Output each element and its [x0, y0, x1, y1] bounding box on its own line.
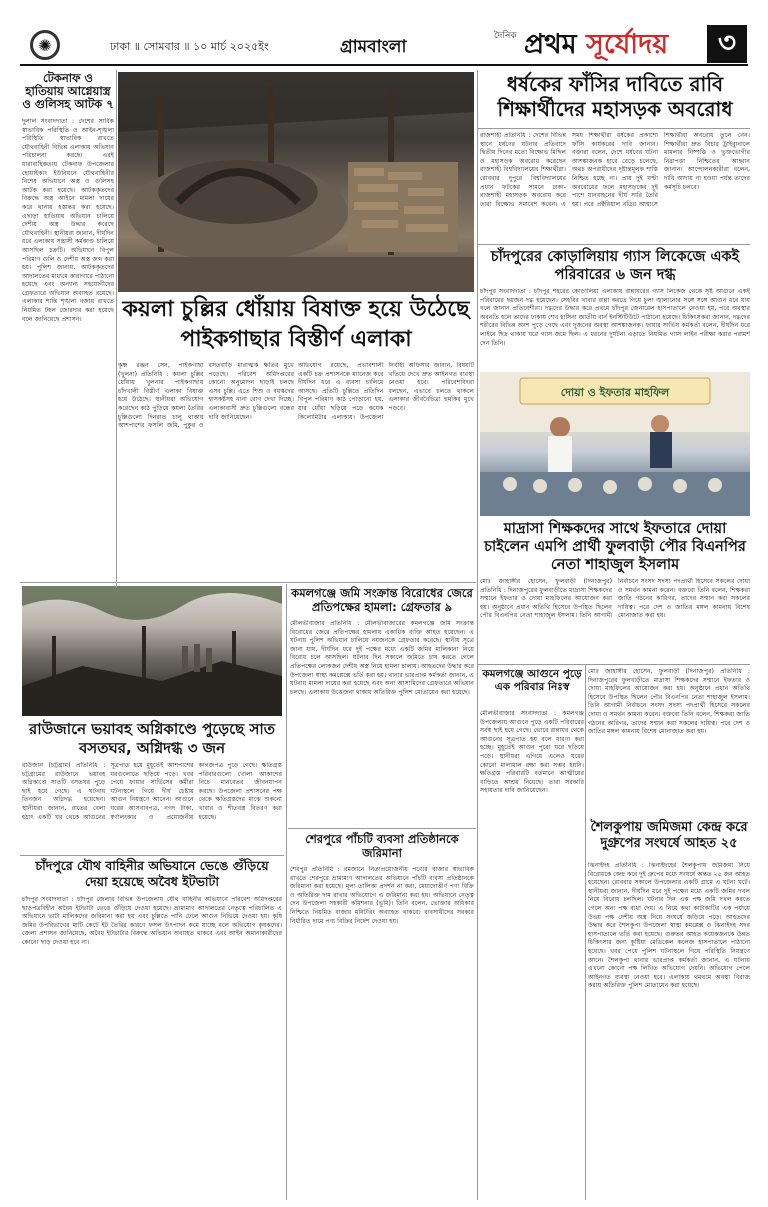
column-rule-4 — [585, 664, 586, 1200]
kamalganj-land-body: মৌলভীবাজার প্রতিনিধি : মৌলভীবাজারের কমলগঞ্জে জমি সংক্রান্ত বিরোধের জেরে প্রতিপক্ষের হামলায় একাধিক ব্যক্তি আহত হয়েছেন। এ ঘটনায় পুলিশ অভিযান চালিয়ে নয়জনকে গ্রেফতার করেছে। স্থানীয় সূত্রে জানা যায়, দীর্ঘদিন ধরে দুই পক্ষের মধ্যে একটি জমির মালিকানা নিয়ে বিরোধ চলে আসছিল। ঘটনার দিন সকালে জমিতে চাষ করতে গেলে প্রতিপক্ষের লোকজন দেশীয় অস্ত্র নিয়ে হামলা চালায়। আহতদের উদ্ধার করে উপজেলা স্বাস্থ্য কমপ্লেক্সে ভর্তি করা হয়। থানার ভারপ্রাপ্ত কর্মকর্তা জানান, এ ঘটনায় মামলা দায়ের করা হয়েছে এবং অন্য আসামিদের গ্রেফতারে অভিযান চলছে। এলাকায় উত্তেজনা থাকায় অতিরিক্ত পুলিশ মোতায়েন করা হয়েছে। — [290, 620, 474, 696]
kamalganj-fire-body: মৌলভীবাজার সংবাদদাতা : কমলগঞ্জ উপজেলায় আগুনে পুড়ে একটি পরিবারের সর্বস্ব ছাই হয়ে গেছে। ভোরে রান্নাঘর থেকে আগুনের সূত্রপাত হয় বলে ধারণা করা হচ্ছে। মুহূর্তেই আগুন পুরো ঘরে ছড়িয়ে পড়ে। স্থানীয়রা এগিয়ে এলেও ঘরের কোনো মালামাল রক্ষা করা সম্ভব হয়নি। ক্ষতিগ্রস্ত পরিবারটি বর্তমানে আত্মীয়ের বাড়িতে আশ্রয় নিয়েছে। তারা সরকারি সহায়তার দাবি জানিয়েছেন। — [480, 710, 584, 795]
teknaf-headline: টেকনাফ ও হাতিয়ায় আগ্নেয়াস্ত্র ও গুলিসহ আটক ৭ — [22, 71, 114, 111]
paper-name — [494, 22, 694, 62]
paper-daily-label: দৈনিক — [494, 31, 517, 41]
banner-text: দোয়া ও ইফতার মাহফিল — [560, 386, 670, 399]
page-number: ৩ — [707, 25, 747, 63]
coal-kiln-illustration — [118, 72, 474, 292]
sherpur-headline: শেরপুরে পাঁচটি ব্যবসা প্রতিষ্ঠানকে জরিমানা — [305, 832, 459, 860]
section-rule-3 — [20, 855, 284, 856]
section-rule-4 — [288, 828, 476, 829]
teknaf-body: দুলাল সংবাদদাতা : দেশের সার্বিক স্বাভাবিক পরিস্থিতি ও আইন-শৃঙ্খলা পরিস্থিতি স্বাভাবিক রাখতে যৌথবাহিনী বিভিন্ন এলাকায় অভিযান পরিচালনা করছে। এরই ধারাবাহিকতায় টেকনাফ উপজেলার হোয়াইক্যং ইউনিয়নে যৌথবাহিনীর বিশেষ অভিযানে অস্ত্র ও গুলিসহ আটক করা হয়েছে। আটককৃতদের বিরুদ্ধে অস্ত্র আইনে মামলা দায়ের করে থানায় হস্তান্তর করা হয়েছে। এছাড়া হাতিয়ায় অভিযান চালিয়ে দেশীয় অস্ত্র উদ্ধার করেছে যৌথবাহিনী। স্থানীয়রা জানান, দীর্ঘদিন ধরে এলাকায় সন্ত্রাসী কর্মকাণ্ড চালিয়ে আসছিল চক্রটি। অভিযানে বিপুল পরিমাণ গুলি ও দেশীয় অস্ত্র জব্দ করা হয়। পুলিশ জানায়, আটককৃতদের আদালতের মাধ্যমে কারাগারে পাঠানো হয়েছে এবং অন্যান্য সহযোগীদের গ্রেফতারে অভিযান অব্যাহত রয়েছে। এলাকার শান্তি শৃঙ্খলা বজায় রাখতে নিয়মিত টহল জোরদার করা হয়েছে বলে জানিয়েছে প্রশাসন। — [22, 118, 114, 323]
date-line: ঢাকা ॥ সোমবার ॥ ১০ মার্চ ২০২৫ইং — [110, 40, 269, 53]
paper-name-part-a: প্রথম — [524, 29, 577, 60]
chandpur-gas-body: চাঁদপুর সংবাদদাতা : চাঁদপুর শহরের কোড়ালিয়া এলাকায় রান্নাঘরের গ্যাস লিকেজ থেকে সৃষ্ট আগুনে একই পরিবারের ছয়জন দগ্ধ হয়েছেন। সেহরির খাবার রান্না করতে গিয়ে চুলা জ্বালানোর সঙ্গে সঙ্গে আগুন ধরে যায় বলে জানান প্রতিবেশীরা। দগ্ধদের উদ্ধার করে প্রথমে চাঁদপুর জেনারেল হাসপাতালে নেওয়া হয়, পরে অবস্থার অবনতি হলে তাদের ঢাকায় শেখ হাসিনা জাতীয় বার্ন ইনস্টিটিউটে পাঠানো হয়েছে। চিকিৎসকরা জানান, দগ্ধদের শরীরের বিভিন্ন অংশ পুড়ে গেছে এবং দুজনের অবস্থা আশঙ্কাজনক। ফায়ার সার্ভিস কর্মকর্তা বলেন, দীর্ঘদিন ধরে লাইনে ছিদ্র থাকায় ঘরে গ্যাস জমে ছিল। এ ধরনের দুর্ঘটনা এড়াতে নিয়মিত গ্যাস লাইন পরীক্ষা করার পরামর্শ দেন তিনি। — [480, 288, 750, 347]
kamalganj-fire-headline: কমলগঞ্জে আগুনে পুড়ে এক পরিবার নিঃস্ব — [482, 668, 582, 693]
raozan-body: রাউজান (চট্টগ্রাম) প্রতিনিধি : চট্টগ্রামের রাউজানে ভয়াবহ অগ্নিকাণ্ডে সাতটি বসতঘর পুড়ে ছাই হয়ে গেছে। এ ঘটনায় তিনজন অগ্নিদগ্ধ হয়েছেন। স্থানীয়রা জানান, রাতের বেলা হঠাৎ একটি ঘর থেকে আগুনের সূত্রপাত হয়ে মুহূর্তেই আশপাশের ঘরগুলোতে ছড়িয়ে পড়ে। খবর পেয়ে ফায়ার সার্ভিসের কর্মীরা ঘটনাস্থলে গিয়ে দীর্ঘ চেষ্টায় আগুন নিয়ন্ত্রণে আনেন। আগুনে ঘরের আসবাবপত্র, নগদ টাকা, স্বর্ণালংকার ও প্রয়োজনীয় কাগজপত্র পুড়ে গেছে। ক্ষতিগ্রস্ত পরিবারগুলো খোলা আকাশের নিচে মানবেতর জীবনযাপন করছে। উপজেলা প্রশাসনের পক্ষ থেকে ক্ষতিগ্রস্তদের মাঝে শুকনো খাবার ও শীতবস্ত্র বিতরণ করা হয়েছে। — [22, 762, 282, 821]
coal-body-b: অভিযোগ রয়েছে, প্রভাবশালী একটি চক্র প্রশাসনকে ম্যানেজ করে দীর্ঘদিন ধরে এ ব্যবসা চালিয়ে আসছে। প্রতিটি চুল্লিতে প্রতিদিন বিপুল পরিমাণ কাঠ পোড়ানো হয়, যার ধোঁয়া ছড়িয়ে পড়ে কয়েক কিলোমিটার এলাকায়। উপজেলা নির্বাহী অফিসার জানান, বিষয়টি খতিয়ে দেখে দ্রুত আইনগত ব্যবস্থা নেওয়া হবে। পরিবেশবিদরা বলছেন, এভাবে চলতে থাকলে এলাকার জীববৈচিত্র্য হুমকির মুখে পড়বে। — [298, 362, 474, 421]
column-rule-2 — [477, 70, 478, 1200]
coal-body-a: কৃষ্ণ রঞ্জন সেন, পাইকগাছা (খুলনা) প্রতিনিধি : কয়লা চুল্লির ধোঁয়ায় খুলনার পাইকগাছায় চাঁদখালী বিস্তীর্ণ এলাকা বিষাক্ত হয়ে উঠেছে। স্থানীয়রা অভিযোগ করেছেন কাঠ পুড়িয়ে কয়লা তৈরির চুল্লিগুলো দিনরাত চালু থাকায় আশপাশের ফসলি জমি, পুকুর ও বসতবাড়ি মারাত্মক ক্ষতির মুখে পড়েছে। পরিবেশ অধিদপ্তরের কোনো অনুমোদন ছাড়াই চলছে এসব চুল্লি। এতে শিশু ও বয়স্কদের শ্বাসকষ্টসহ নানা রোগ দেখা দিচ্ছে। এলাকাবাসী দ্রুত চুল্লিগুলো বন্ধের দাবি জানিয়েছেন। — [118, 362, 294, 430]
section-rule-2 — [478, 664, 750, 665]
phulbari-body: মোঃ জাহাঙ্গীর হোসেন, ফুলবাড়ী (দিনাজপুর) প্রতিনিধি : দিনাজপুরের ফুলবাড়ীতে মাদ্রাসা শিক্ষকদের সম্মানে ইফতার ও দোয়া মাহফিলের আয়োজন করা হয়। অনুষ্ঠানে প্রধান অতিথি হিসেবে উপস্থিত ছিলেন পৌর বিএনপির নেতা শাহাজুল ইসলাম। তিনি আগামী নির্বাচনে সংসদ সদস্য পদপ্রার্থী হিসেবে সকলের দোয়া ও সমর্থন কামনা করেন। বক্তব্যে তিনি বলেন, শিক্ষকরা জাতি গঠনের কারিগর, তাদের সম্মান করা সকলের দায়িত্ব। পরে দেশ ও জাতির মঙ্গল কামনায় বিশেষ মোনাজাত করা হয়। — [480, 578, 750, 620]
rabi-body: রাজশাহী প্রতিনিধি : দেশের বিভিন্ন স্থানে ধর্ষণের ঘটনার প্রতিবাদে দ্বিতীয় দিনের মতো বিক্ষোভ মিছিল ও মহাসড়ক অবরোধ করেছেন রাজশাহী বিশ্ববিদ্যালয়ের শিক্ষার্থীরা। রোববার দুপুরে বিশ্ববিদ্যালয়ের প্রধান ফটকের সামনে ঢাকা-রাজশাহী মহাসড়ক অবরোধ করে তারা বিক্ষোভ সমাবেশ করেন। এ সময় শিক্ষার্থীরা ধর্ষকের প্রকাশ্যে ফাঁসি কার্যকরের দাবি জানান। বক্তারা বলেন, দেশে ধর্ষণের ঘটনা আশঙ্কাজনক হারে বেড়ে চলেছে, অথচ অপরাধীদের দৃষ্টান্তমূলক শাস্তি নিশ্চিত হচ্ছে না। প্রায় দুই ঘণ্টা অবরোধের ফলে মহাসড়কের দুই পাশে যানবাহনের দীর্ঘ সারি তৈরি হয়। পরে প্রক্টরিয়াল বডির আশ্বাসে শিক্ষার্থীরা অবরোধ তুলে নেন। শিক্ষার্থীরা দ্রুত বিচার ট্রাইব্যুনালে মামলার নিষ্পত্তি ও ভুক্তভোগীর নিরাপত্তা নিশ্চিতের আহ্বান জানান। আন্দোলনকারীরা বলেন, দাবি আদায় না হওয়া পর্যন্ত তাদের কর্মসূচি চলবে। — [480, 132, 750, 208]
phulbari-continuation-text: মোঃ জাহাঙ্গীর হোসেন, ফুলবাড়ী (দিনাজপুর) প্রতিনিধি : দিনাজপুরের ফুলবাড়ীতে মাদ্রাসা শিক্ষকদের সম্মানে ইফতার ও দোয়া মাহফিলের আয়োজন করা হয়। অনুষ্ঠানে প্রধান অতিথি হিসেবে উপস্থিত ছিলেন পৌর বিএনপির নেতা শাহাজুল ইসলাম। তিনি আগামী নির্বাচনে সংসদ সদস্য পদপ্রার্থী হিসেবে সকলের দোয়া ও সমর্থন কামনা করেন। বক্তব্যে তিনি বলেন, শিক্ষকরা জাতি গঠনের কারিগর, তাদের সম্মান করা সকলের দায়িত্ব। পরে দেশ ও জাতির মঙ্গল কামনায় বিশেষ মোনাজাত করা হয়। — [588, 668, 750, 736]
masthead — [0, 0, 768, 66]
section-rule-5 — [478, 244, 750, 245]
shailkupa-headline: শৈলকুপায় জমিজমা কেন্দ্র করে দুগ্রুপের সংঘর্ষে আহত ২৫ — [590, 820, 748, 851]
chandpur-gas-headline: চাঁদপুরের কোড়ালিয়ায় গ্যাস লিকেজে একই পরিবারের ৬ জন দগ্ধ — [490, 249, 740, 283]
chandpur-eviction-headline: চাঁদপুরে যৌথ বাহিনীর অভিযানে ভেঙে গুঁড়িয়ে দেয়া হয়েছে অবৈধ ইটভাটা — [35, 858, 269, 889]
raozan-fire-illustration — [22, 586, 282, 716]
iftar-event-illustration — [480, 372, 750, 516]
column-rule-3 — [286, 584, 287, 1200]
section-title: গ্রামবাংলা — [340, 37, 407, 57]
raozan-headline: রাউজানে ভয়াবহ অগ্নিকাণ্ডে পুড়েছে সাত বসতঘর, অগ্নিদগ্ধ ৩ জন — [29, 720, 275, 757]
chandpur-eviction-body: চাঁদপুর সংবাদদাতা : চাঁদপুর জেলার বিভিন্ন উপজেলায় যৌথ বাহিনীর অভিযানে পরিবেশ অধিদপ্তরের ছাড়পত্রবিহীন অবৈধ ইটভাটা ভেঙে গুঁড়িয়ে দেওয়া হয়েছে। ভ্রাম্যমাণ আদালতের নেতৃত্বে পরিচালিত এ অভিযানে ভাটা মালিকদের জরিমানা করা হয় এবং চুল্লিতে পানি ঢেলে আগুন নিভিয়ে দেওয়া হয়। কৃষি জমির উপরিভাগের মাটি কেটে ইট তৈরির কারণে ফসল উৎপাদন কমে যাচ্ছে বলে অভিযোগ কৃষকদের। জেলা প্রশাসন জানিয়েছে, অবৈধ ইটভাটার বিরুদ্ধে অভিযান অব্যাহত থাকবে এবং আইন অমান্যকারীদের কোনো ছাড় দেওয়া হবে না। — [22, 896, 282, 946]
paper-name-text — [524, 24, 668, 69]
coal-headline: কয়লা চুল্লির ধোঁয়ায় বিষাক্ত হয়ে উঠেছে পাইকগাছার বিস্তীর্ণ এলাকা — [122, 297, 470, 352]
kamalganj-fire-continuation — [588, 668, 750, 816]
iftar-event-photo — [480, 372, 750, 516]
paper-name-part-b: সূর্যোদয় — [576, 29, 669, 60]
section-rule-1 — [20, 582, 476, 583]
raozan-fire-photo — [22, 586, 282, 716]
ornament-logo-icon: ✺ — [30, 30, 60, 60]
rabi-headline: ধর্ষকের ফাঁসির দাবিতে রাবি শিক্ষার্থীদের মহাসড়ক অবরোধ — [497, 72, 733, 121]
rabi-rule — [478, 128, 750, 129]
sherpur-body: শেরপুর প্রতিনিধি : রমজানে নিত্যপ্রয়োজনীয় পণ্যের বাজার স্বাভাবিক রাখতে শেরপুরে ভ্রাম্যমাণ আদালতের অভিযানে পাঁচটি ব্যবসা প্রতিষ্ঠানকে জরিমানা করা হয়েছে। মূল্য তালিকা প্রদর্শন না করা, মেয়াদোত্তীর্ণ পণ্য বিক্রি ও অতিরিক্ত দাম রাখার অভিযোগে এ জরিমানা করা হয়। অভিযানে নেতৃত্ব দেন উপজেলা সহকারী কমিশনার (ভূমি)। তিনি বলেন, ভোক্তার অধিকার নিশ্চিতে নিয়মিত বাজার মনিটরিং অব্যাহত থাকবে। ব্যবসায়ীদের সরকার নির্ধারিত দামে পণ্য বিক্রির নির্দেশ দেওয়া হয়। — [290, 866, 474, 925]
phulbari-headline: মাদ্রাসা শিক্ষকদের সাথে ইফতারে দোয়া চাইলেন এমপি প্রার্থী ফুলবাড়ী পৌর বিএনপির নেতা শাহাজুল ইসলাম — [484, 521, 746, 573]
column-rule-1 — [116, 70, 117, 588]
masthead-rule — [20, 64, 748, 66]
coal-kiln-photo — [118, 72, 474, 292]
kamalganj-land-headline: কমলগঞ্জে জমি সংক্রান্ত বিরোধের জেরে প্রতিপক্ষের হামলা: গ্রেফতার ৯ — [291, 586, 473, 614]
shailkupa-body: ঝিনাইদহ প্রতিনিধি : ঝিনাইদহের শৈলকুপায় জমিজমা নিয়ে বিরোধকে কেন্দ্র করে দুই গ্রুপের মধ্যে সংঘর্ষে অন্তত ২৫ জন আহত হয়েছেন। রোববার সকালে উপজেলার একটি গ্রামে এ ঘটনা ঘটে। স্থানীয়রা জানান, দীর্ঘদিন ধরে দুই পক্ষের মধ্যে একটি জমির দখল নিয়ে বিরোধ চলছিল। ঘটনার দিন এক পক্ষ জমি দখল করতে গেলে অন্য পক্ষ বাধা দেয়। এ নিয়ে কথা কাটাকাটির এক পর্যায়ে উভয় পক্ষ দেশীয় অস্ত্র নিয়ে সংঘর্ষে জড়িয়ে পড়ে। আহতদের উদ্ধার করে শৈলকুপা উপজেলা স্বাস্থ্য কমপ্লেক্স ও ঝিনাইদহ সদর হাসপাতালে ভর্তি করা হয়েছে। গুরুতর আহত কয়েকজনকে উন্নত চিকিৎসার জন্য কুষ্টিয়া মেডিকেল কলেজ হাসপাতালে পাঠানো হয়েছে। খবর পেয়ে পুলিশ ঘটনাস্থলে গিয়ে পরিস্থিতি নিয়ন্ত্রণে আনে। শৈলকুপা থানার ভারপ্রাপ্ত কর্মকর্তা জানান, এ ঘটনায় এখনো কোনো পক্ষ লিখিত অভিযোগ দেয়নি। অভিযোগ পেলে আইনগত ব্যবস্থা নেওয়া হবে। এলাকায় থমথমে অবস্থা বিরাজ করায় অতিরিক্ত পুলিশ মোতায়েন করা হয়েছে। — [588, 862, 750, 990]
